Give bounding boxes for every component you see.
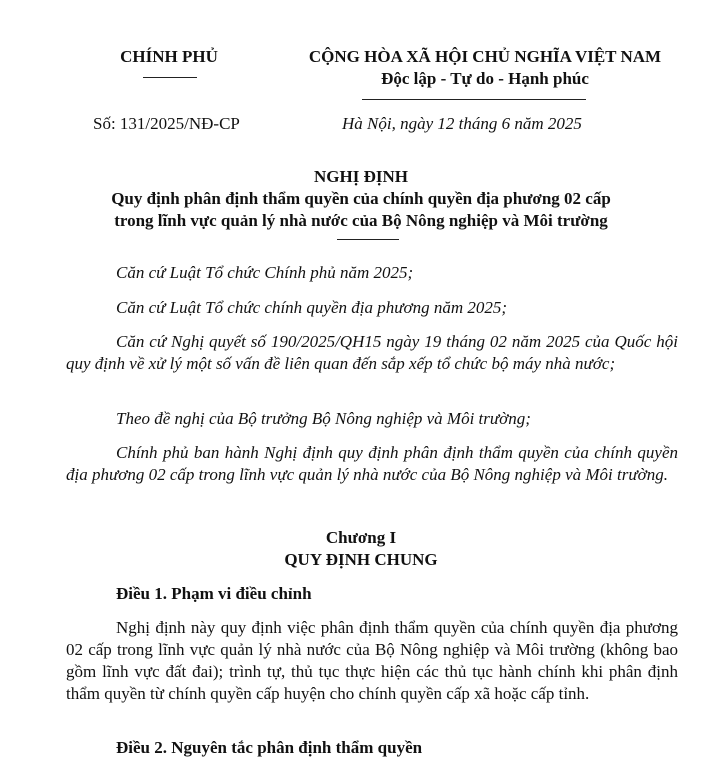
preamble-clause-2: Căn cứ Luật Tổ chức chính quyền địa phương năm 2025;: [116, 298, 508, 317]
preamble-clause-1: Căn cứ Luật Tổ chức Chính phủ năm 2025;: [116, 263, 414, 282]
chapter-title: QUY ĐỊNH CHUNG: [284, 550, 438, 569]
article-2-heading: Điều 2. Nguyên tắc phân định thẩm quyền: [116, 738, 423, 757]
preamble-clause-3: Căn cứ Nghị quyết số 190/2025/QH15 ngày 19 tháng 02 năm 2025 của Quốc hội quy định về xử lý một số vấn đề liên quan đến sắp xếp tổ chức bộ máy nhà nước;: [66, 332, 678, 373]
title-underline: [337, 239, 399, 240]
place-and-date: Hà Nội, ngày 12 tháng 6 năm 2025: [342, 114, 582, 133]
nation-name: CỘNG HÒA XÃ HỘI CHỦ NGHĨA VIỆT NAM: [308, 47, 662, 66]
title-line-1: Quy định phân định thẩm quyền của chính quyền địa phương 02 cấp: [111, 189, 611, 208]
title-line-2: trong lĩnh vực quản lý nhà nước của Bộ Nông nghiệp và Môi trường: [114, 211, 608, 230]
document-type: NGHỊ ĐỊNH: [314, 167, 408, 186]
preamble-clause-4: Theo đề nghị của Bộ trưởng Bộ Nông nghiệp và Môi trường;: [116, 409, 531, 428]
preamble-clause-5: Chính phủ ban hành Nghị định quy định phân định thẩm quyền của chính quyền địa phương 02 cấp trong lĩnh vực quản lý nhà nước của Bộ Nông nghiệp và Môi trường.: [66, 443, 678, 484]
issuer-underline: [143, 77, 197, 78]
issuer-name: CHÍNH PHỦ: [120, 47, 218, 66]
article-1-heading: Điều 1. Phạm vi điều chỉnh: [116, 584, 312, 603]
motto-underline: [362, 99, 586, 100]
article-1-body: Nghị định này quy định việc phân định thẩm quyền của chính quyền địa phương 02 cấp trong lĩnh vực quản lý nhà nước của Bộ Nông nghiệp và Môi trường (không bao gồm lĩnh vực đất đai); trình tự, thủ tục thực hiện các thủ tục hành chính khi phân định thẩm quyền từ chính quyền cấp huyện cho chính quyền cấp xã hoặc cấp tỉnh.: [66, 618, 678, 703]
national-motto: Độc lập - Tự do - Hạnh phúc: [381, 69, 589, 88]
chapter-number: Chương I: [325, 528, 397, 547]
document-number: Số: 131/2025/NĐ-CP: [93, 114, 240, 133]
